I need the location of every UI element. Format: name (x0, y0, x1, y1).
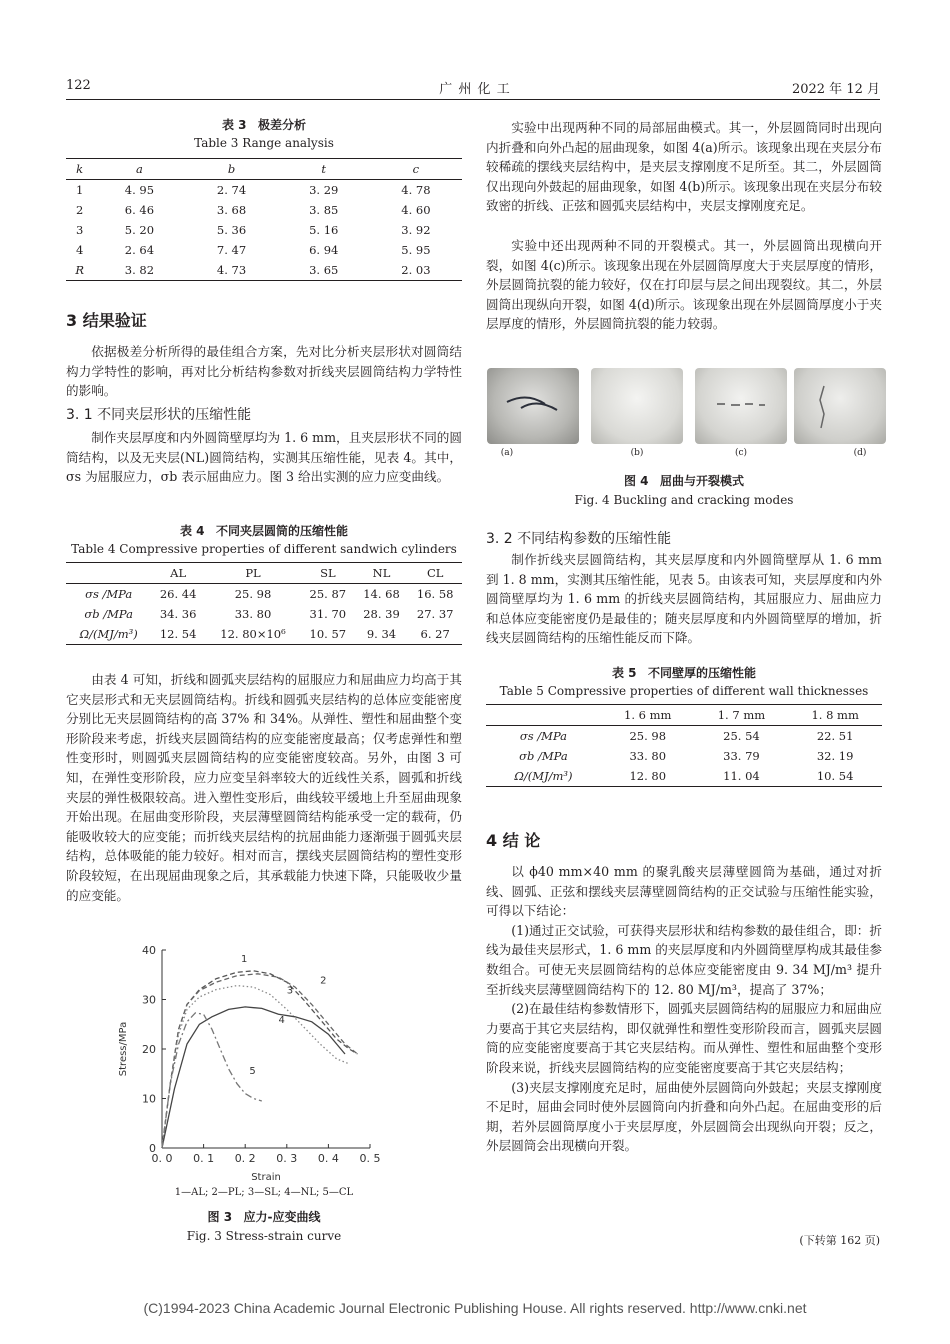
table-row (66, 180, 462, 201)
table-header-cell: PL (205, 563, 301, 584)
y-tick-label: 0 (149, 1142, 156, 1155)
table-cell: 6. 94 (309, 243, 339, 257)
buckling-paragraph (486, 118, 882, 216)
row-label: σs /MPa (519, 729, 568, 743)
y-tick-label: 30 (142, 993, 156, 1007)
header-rule (66, 99, 880, 100)
row-label: Ω/(MJ/m³) (486, 766, 601, 787)
table-cell: 10. 54 (788, 766, 882, 787)
table-cell: 25. 98 (629, 729, 667, 743)
table-cell: 2. 64 (124, 243, 155, 257)
table-cell: 3. 68 (216, 203, 247, 217)
figure-4-caption-en: Fig. 4 Buckling and cracking modes (574, 493, 794, 507)
table-cell: 5. 36 (216, 223, 247, 237)
table-cell: 3. 65 (278, 260, 370, 281)
table-cell: 28. 39 (363, 607, 400, 621)
paragraph: (2)在最佳结构参数情形下，圆弧夹层圆筒结构的屈服应力和屈曲应力要高于其它夹层结构，即仅就弹性和塑性变形阶段而言，圆弧夹层圆筒的应变能密度要高于其它夹层结构。而从弹性、塑性和屈曲整个变形阶段来说，折线夹层圆筒结构的应变能密度要高于其它夹层结构； (486, 1001, 882, 1075)
y-axis-label: Stress/MPa (118, 1021, 129, 1077)
y-tick-label: 40 (142, 944, 156, 957)
subsection-3-1-title: 3. 1 不同夹层形状的压缩性能 (66, 407, 252, 423)
section-3-title: 3 结果验证 (66, 311, 147, 330)
table-cell: 25. 87 (309, 587, 347, 601)
buckling-photo-b (591, 368, 683, 444)
journal-name: 广 州 化 工 (439, 82, 511, 97)
x-tick-label: 0. 0 (151, 1152, 173, 1165)
table-header-cell: 1. 6 mm (601, 705, 695, 726)
continued-note: (下转第 162 页) (799, 1234, 880, 1247)
photo-label-c: (c) (734, 448, 748, 458)
table-4-discussion (66, 670, 462, 905)
table-cell: 14. 68 (363, 587, 400, 601)
table-cell: 4. 73 (185, 260, 277, 281)
table-header-cell: t (278, 159, 370, 180)
table-header-cell: a (93, 159, 185, 180)
x-tick-label: 0. 1 (193, 1152, 215, 1165)
table-5-title: 不同壁厚的压缩性能 (647, 666, 756, 680)
table-row (66, 220, 462, 240)
table-row (66, 260, 462, 281)
table-3-caption (66, 116, 462, 134)
table-cell: 3 (75, 223, 84, 237)
table-3 (66, 116, 462, 281)
table-cell: 3. 29 (309, 183, 339, 197)
table-cell: 33. 80 (234, 607, 272, 621)
table-5-caption (486, 664, 882, 682)
table-cell: 7. 47 (216, 243, 247, 257)
table-header-cell: 1. 8 mm (788, 705, 882, 726)
series-5-label: 5 (249, 1065, 256, 1077)
table-cell: 25. 98 (234, 587, 272, 601)
figure-3-label: 图 3 (207, 1210, 233, 1224)
table-3-title: 极差分析 (257, 118, 306, 132)
series-4-label: 4 (278, 1014, 285, 1026)
paragraph: 以 ϕ40 mm×40 mm 的聚乳酸夹层薄壁圆筒为基础，通过对折线、圆弧、正弦和摆线夹层薄壁圆筒结构的正交试验与压缩性能实验，可得以下结论： (486, 864, 882, 919)
y-tick-label: 10 (142, 1092, 156, 1106)
table-header-cell: SL (301, 563, 355, 584)
table-cell: 33. 79 (723, 749, 760, 763)
paragraph: 制作折线夹层圆筒结构，其夹层厚度和内外圆筒壁厚从 1. 6 mm 到 1. 8 mm，实测其压缩性能，见表 5。由该表可知，夹层厚度和内外圆筒壁厚均为 1. 6 mm 的折线夹层圆筒结构，其屈服应力、屈曲应力和总体应变能密度仍是最佳的；随夹层厚度和内外圆筒壁厚的增加，折线夹层圆筒结构的压缩性能反而下降。 (486, 552, 882, 646)
x-tick-label: 0. 4 (317, 1152, 339, 1165)
table-cell: 27. 37 (416, 607, 454, 621)
page-number: 122 (66, 78, 91, 93)
cracking-photo-d (794, 368, 886, 444)
table-5-caption-en: Table 5 Compressive properties of different wall thicknesses (499, 684, 869, 698)
table-cell: 12. 80 (601, 766, 695, 787)
table-cell: 26. 44 (159, 587, 197, 601)
cracking-photo-c (695, 368, 787, 444)
table-5 (486, 664, 882, 787)
table-cell: R (66, 260, 93, 281)
table-cell: 2. 74 (216, 183, 247, 197)
table-cell: 12. 80×10⁶ (205, 624, 301, 645)
table-cell: 5. 20 (124, 223, 155, 237)
table-3-label: 表 3 (222, 118, 247, 132)
y-tick-label: 20 (142, 1043, 156, 1056)
figure-4-caption (486, 472, 882, 490)
row-label: σb /MPa (519, 749, 568, 763)
table-header-cell: AL (151, 563, 205, 584)
paragraph: 由表 4 可知，折线和圆弧夹层结构的屈服应力和屈曲应力均高于其它夹层形式和无夹层圆筒结构。折线和圆弧夹层结构的总体应变能密度分别比无夹层圆筒结构的高 37% 和 34%。从弹性、塑性和屈曲整个变形阶段来考虑，折线夹层圆筒结构的应变能密度最高；仅考虑弹性和塑性变形时，则圆弧夹层圆筒结构的应变能密度较高。另外，由图 3 可知，在弹性变形阶段，应力应变呈斜率较大的近线性关系，圆弧和折线夹层的弹性极限较高。进入塑性变形后，曲线较平缓地上升至屈曲现象开始出现。在屈曲变形阶段，夹层薄壁圆筒结构能承受一定的载荷，仍能吸收较大的应变能；而折线夹层结构的抗屈曲能力逐渐强于圆弧夹层结构，总体吸能的能力较好。相对而言，摆线夹层圆筒结构的塑性变形阶段较短，在出现屈曲现象之后，其承载能力快速下降，只能吸收少量的应变能。 (66, 672, 462, 903)
figure-3-caption (66, 1208, 462, 1226)
table-cell: 34. 36 (159, 607, 197, 621)
table-cell: 11. 04 (695, 766, 789, 787)
table-header-cell: 1. 7 mm (695, 705, 789, 726)
issue-date: 2022 年 12 月 (791, 82, 880, 97)
table-cell: 6. 27 (408, 624, 462, 645)
table-cell: 33. 80 (629, 749, 667, 763)
figure-4-label: 图 4 (624, 474, 649, 488)
figure-3-title: 应力-应变曲线 (243, 1210, 321, 1224)
table-4-label: 表 4 (180, 524, 205, 538)
paragraph: (1)通过正交试验，可获得夹层形状和结构参数的最佳组合，即：折线为最佳夹层形式，1. 6 mm 的夹层厚度和内外圆筒壁厚构成其最佳参数组合。可使无夹层圆筒结构的总体应变能密度由 9. 34 MJ/m³ 提升至折线夹层薄壁圆筒结构下的 12. 80 MJ/m³，提高了 37%； (486, 922, 882, 997)
table-cell: 4. 60 (401, 203, 431, 217)
subsection-3-2-title: 3. 2 不同结构参数的压缩性能 (486, 531, 672, 547)
section-4-title: 4 结 论 (486, 831, 541, 850)
table-header-cell: k (66, 159, 93, 180)
photo-label-a: (a) (500, 448, 514, 458)
series-4-line (162, 1007, 345, 1148)
subsection-3-2-body (486, 550, 882, 648)
photo-label-d: (d) (853, 448, 867, 458)
cracking-paragraph (486, 236, 882, 334)
photo-label-b: (b) (630, 448, 644, 458)
table-row (66, 200, 462, 220)
table-4-grid (66, 562, 462, 645)
table-cell: 5. 16 (309, 223, 339, 237)
series-2-label: 2 (320, 975, 327, 987)
table-5-grid (486, 704, 882, 787)
table-cell: 22. 51 (816, 729, 854, 743)
conclusions-body (486, 862, 882, 1156)
table-3-caption-en: Table 3 Range analysis (194, 136, 334, 150)
table-cell: 4. 95 (124, 183, 155, 197)
chart-legend: 1—AL; 2—PL; 3—SL; 4—NL; 5—CL (174, 1187, 354, 1198)
table-cell: 2 (75, 203, 84, 217)
row-label: Ω/(MJ/m³) (66, 624, 151, 645)
table-5-label: 表 5 (612, 666, 637, 680)
paragraph: 实验中出现两种不同的局部屈曲模式。其一，外层圆筒同时出现向内折叠和向外凸起的屈曲现象，如图 4(a)所示。该现象出现在夹层分布较稀疏的摆线夹层结构中，是夹层支撑刚度不足所至。其二，外层圆筒仅出现向外鼓起的屈曲现象，如图 4(b)所示。该现象出现在夹层分布较致密的折线、正弦和圆弧夹层结构中，夹层支撑刚度充足。 (486, 120, 882, 214)
table-cell: 3. 92 (401, 223, 431, 237)
table-cell: 3. 85 (309, 203, 339, 217)
table-cell: 1 (75, 183, 84, 197)
paragraph: 制作夹层厚度和内外圆筒壁厚均为 1. 6 mm，且夹层形状不同的圆筒结构，以及无夹层(NL)圆筒结构，实测其压缩性能，见表 4。其中，σs 为屈服应力，σb 表示屈曲应力。图 3 给出实测的应力应变曲线。 (66, 430, 462, 485)
table-row (486, 766, 882, 787)
table-cell: 2. 03 (370, 260, 462, 281)
table-cell: 6. 46 (124, 203, 155, 217)
table-row (486, 726, 882, 747)
table-cell: 32. 19 (816, 749, 854, 763)
series-3-label: 3 (286, 985, 294, 997)
table-header-cell: c (370, 159, 462, 180)
table-cell: 12. 54 (151, 624, 205, 645)
x-tick-label: 0. 5 (359, 1152, 381, 1165)
table-cell: 4 (75, 243, 84, 257)
buckling-photo-a (487, 368, 579, 444)
table-cell: 4. 78 (401, 183, 431, 197)
table-header-cell (486, 705, 601, 726)
table-header-cell: b (185, 159, 277, 180)
stress-strain-chart (112, 938, 392, 1210)
table-cell: 31. 70 (309, 607, 347, 621)
table-row (66, 240, 462, 260)
figure-3-caption-en: Fig. 3 Stress-strain curve (186, 1229, 342, 1243)
series-1-label: 1 (241, 953, 248, 965)
series-2-line (162, 974, 358, 1148)
paragraph: (3)夹层支撑刚度充足时，屈曲使外层圆筒向外鼓起；夹层支撑刚度不足时，屈曲会同时使外层圆筒向内折叠和向外凸起。在屈曲变形的后期，若外层圆筒厚度小于夹层厚度，外层圆筒会出现纵向开裂；反之，外层圆筒会出现横向开裂。 (486, 1079, 882, 1154)
section-3-intro (66, 342, 462, 401)
table-cell: 5. 95 (401, 243, 431, 257)
series-1-line (162, 971, 358, 1148)
subsection-3-1-body (66, 428, 462, 487)
copyright-footer: (C)1994-2023 China Academic Journal Electronic Publishing House. All rights reserved. http://www.cnki.net (143, 1300, 807, 1316)
table-4 (66, 522, 462, 645)
figure-4-title: 屈曲与开裂模式 (659, 474, 744, 488)
table-3-grid (66, 158, 462, 281)
x-tick-label: 0. 2 (234, 1152, 256, 1165)
x-tick-label: 0. 3 (276, 1152, 298, 1165)
table-4-title: 不同夹层圆筒的压缩性能 (215, 524, 348, 538)
table-header-cell: CL (408, 563, 462, 584)
table-cell: 16. 58 (416, 587, 454, 601)
table-row (66, 624, 462, 645)
table-4-caption-en: Table 4 Compressive properties of different sandwich cylinders (71, 542, 457, 556)
table-cell: 3. 82 (93, 260, 185, 281)
paragraph: 依据极差分析所得的最佳组合方案，先对比分析夹层形状对圆筒结构力学特性的影响，再对比分析结构参数对折线夹层圆筒结构力学特性的影响。 (66, 344, 462, 399)
table-4-caption (66, 522, 462, 540)
table-header-cell (66, 563, 151, 584)
table-cell: 10. 57 (301, 624, 355, 645)
table-cell: 9. 34 (355, 624, 409, 645)
table-row (66, 604, 462, 624)
table-row (486, 746, 882, 766)
table-header-cell: NL (355, 563, 409, 584)
row-label: σs /MPa (85, 587, 133, 601)
row-label: σb /MPa (84, 607, 133, 621)
table-cell: 25. 54 (723, 729, 760, 743)
table-row (66, 584, 462, 605)
paragraph: 实验中还出现两种不同的开裂模式。其一，外层圆筒出现横向开裂，如图 4(c)所示。该现象出现在外层圆筒厚度大于夹层厚度的情形，外层圆筒抗裂的能力较好，仅在打印层与层之间出现裂纹。其二，外层圆筒出现纵向开裂，如图 4(d)所示。该现象出现在外层圆筒厚度小于夹层厚度的情形，外层圆筒抗裂的能力较弱。 (486, 238, 882, 332)
x-axis-label: Strain (251, 1172, 281, 1183)
